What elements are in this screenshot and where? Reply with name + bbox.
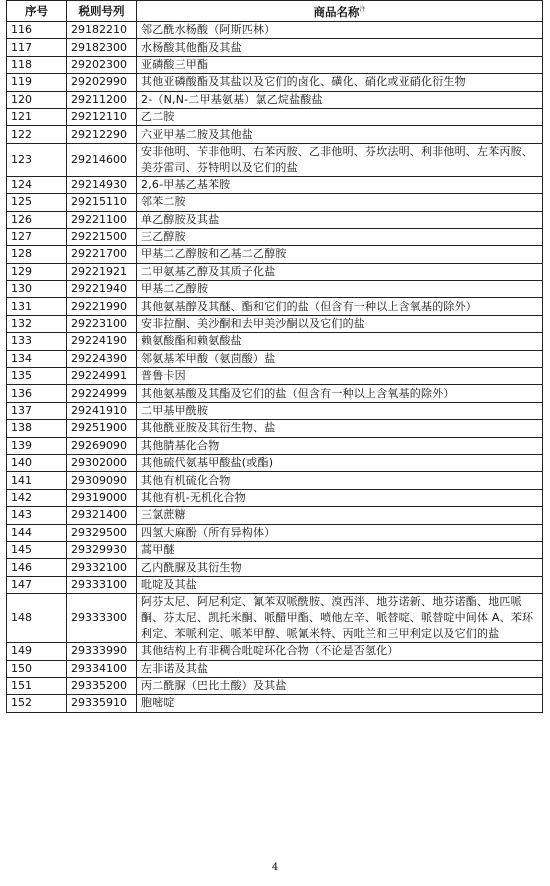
table-row	[7, 454, 543, 471]
row-tariff-code: 29221500	[67, 228, 137, 245]
table-row	[7, 56, 543, 73]
row-tariff-code: 29224390	[67, 350, 137, 367]
row-tariff-code: 29309090	[67, 472, 137, 489]
table-row	[7, 228, 543, 245]
row-serial-number: 139	[7, 437, 67, 454]
table-row	[7, 74, 543, 91]
table-header-row	[7, 1, 543, 22]
row-tariff-code: 29332100	[67, 559, 137, 576]
table-row	[7, 643, 543, 660]
row-product-name: 三氯蔗糖	[137, 507, 543, 524]
row-serial-number: 146	[7, 559, 67, 576]
row-product-name: 甲基二乙醇胺	[137, 281, 543, 298]
table-row	[7, 576, 543, 593]
row-product-name: 亚磷酸三甲酯	[137, 56, 543, 73]
row-tariff-code: 29214930	[67, 176, 137, 193]
row-product-name: 其他氨基酸及其酯及它们的盐（但含有一种以上含氧基的除外）	[137, 385, 543, 402]
row-product-name: 2-（N,N-二甲基氨基）氯乙烷盐酸盐	[137, 91, 543, 108]
row-product-name: 蒿甲醚	[137, 541, 543, 558]
table-row	[7, 281, 543, 298]
row-serial-number: 118	[7, 56, 67, 73]
table-row	[7, 108, 543, 125]
row-tariff-code: 29224991	[67, 368, 137, 385]
table-row	[7, 211, 543, 228]
row-serial-number: 123	[7, 143, 67, 176]
row-product-name: 其他有机-无机化合物	[137, 489, 543, 506]
row-product-name: 三乙醇胺	[137, 228, 543, 245]
header-product-name-label: 商品名称	[313, 4, 360, 19]
row-serial-number: 147	[7, 576, 67, 593]
row-tariff-code: 29202300	[67, 56, 137, 73]
tariff-table	[6, 0, 543, 713]
row-product-name: 其他有机硫化合物	[137, 472, 543, 489]
row-serial-number: 152	[7, 695, 67, 712]
row-serial-number: 126	[7, 211, 67, 228]
row-serial-number: 138	[7, 420, 67, 437]
row-serial-number: 135	[7, 368, 67, 385]
row-product-name: 赖氨酸酯和赖氨酸盐	[137, 333, 543, 350]
row-product-name: 邻氨基苯甲酸（氨茴酸）盐	[137, 350, 543, 367]
row-tariff-code: 29214600	[67, 143, 137, 176]
row-serial-number: 141	[7, 472, 67, 489]
row-product-name: 阿芬太尼、阿尼利定、氰苯双哌酰胺、溴西泮、地芬诺新、地芬诺酯、地匹哌酮、芬太尼、凯托米酮、哌醋甲酯、喷他左辛、哌替啶、哌替啶中间体 A、苯环利定、苯哌利定、哌苯甲醇、哌氰米特、丙吡兰和三甲利定以及它们的盐	[137, 594, 543, 643]
row-tariff-code: 29215110	[67, 194, 137, 211]
row-tariff-code: 29224999	[67, 385, 137, 402]
row-product-name: 其他氨基醇及其醚、酯和它们的盐（但含有一种以上含氧基的除外）	[137, 298, 543, 315]
table-row	[7, 489, 543, 506]
row-product-name: 普鲁卡因	[137, 368, 543, 385]
table-row	[7, 22, 543, 39]
table-row	[7, 541, 543, 558]
row-product-name: 单乙醇胺及其盐	[137, 211, 543, 228]
table-row	[7, 368, 543, 385]
row-product-name: 吡啶及其盐	[137, 576, 543, 593]
table-row	[7, 333, 543, 350]
row-product-name: 乙二胺	[137, 108, 543, 125]
row-product-name: 二甲基甲酰胺	[137, 402, 543, 419]
row-tariff-code: 29182300	[67, 39, 137, 56]
table-row	[7, 176, 543, 193]
row-serial-number: 134	[7, 350, 67, 367]
row-serial-number: 128	[7, 246, 67, 263]
table-row	[7, 695, 543, 712]
row-serial-number: 149	[7, 643, 67, 660]
row-product-name: 乙内酰脲及其衍生物	[137, 559, 543, 576]
table-row	[7, 350, 543, 367]
row-tariff-code: 29329500	[67, 524, 137, 541]
row-product-name: 丙二酰脲（巴比土酸）及其盐	[137, 677, 543, 694]
row-tariff-code: 29333300	[67, 594, 137, 643]
table-row	[7, 472, 543, 489]
page-number: 4	[271, 862, 279, 873]
row-product-name: 邻乙酰水杨酸（阿斯匹林）	[137, 22, 543, 39]
row-tariff-code: 29335910	[67, 695, 137, 712]
row-product-name: 左非诺及其盐	[137, 660, 543, 677]
row-tariff-code: 29221990	[67, 298, 137, 315]
table-row	[7, 420, 543, 437]
row-tariff-code: 29335200	[67, 677, 137, 694]
table-row	[7, 402, 543, 419]
row-serial-number: 133	[7, 333, 67, 350]
table-row	[7, 559, 543, 576]
table-row	[7, 507, 543, 524]
row-serial-number: 125	[7, 194, 67, 211]
row-serial-number: 127	[7, 228, 67, 245]
row-serial-number: 131	[7, 298, 67, 315]
table-row	[7, 143, 543, 176]
row-serial-number: 117	[7, 39, 67, 56]
row-product-name: 其他腈基化合物	[137, 437, 543, 454]
row-tariff-code: 29241910	[67, 402, 137, 419]
row-tariff-code: 29333990	[67, 643, 137, 660]
row-tariff-code: 29182210	[67, 22, 137, 39]
table-row	[7, 298, 543, 315]
row-tariff-code: 29321400	[67, 507, 137, 524]
row-tariff-code: 29212110	[67, 108, 137, 125]
row-tariff-code: 29221700	[67, 246, 137, 263]
row-product-name: 甲基二乙醇胺和乙基二乙醇胺	[137, 246, 543, 263]
table-row	[7, 194, 543, 211]
row-product-name: 其他酰亚胺及其衍生物、盐	[137, 420, 543, 437]
row-serial-number: 124	[7, 176, 67, 193]
row-serial-number: 142	[7, 489, 67, 506]
row-tariff-code: 29251900	[67, 420, 137, 437]
row-tariff-code: 29221921	[67, 263, 137, 280]
row-tariff-code: 29329930	[67, 541, 137, 558]
row-tariff-code: 29319000	[67, 489, 137, 506]
row-tariff-code: 29334100	[67, 660, 137, 677]
header-tariff-code: 税则号列	[67, 1, 137, 22]
table-row	[7, 263, 543, 280]
row-product-name: 其他结构上有非稠合吡啶环化合物（不论是否氢化）	[137, 643, 543, 660]
table-row	[7, 126, 543, 143]
row-product-name: 其他亚磷酸酯及其盐以及它们的卤化、磺化、硝化或亚硝化衍生物	[137, 74, 543, 91]
table-row	[7, 660, 543, 677]
row-serial-number: 144	[7, 524, 67, 541]
row-tariff-code: 29202990	[67, 74, 137, 91]
row-product-name: 胞嘧啶	[137, 695, 543, 712]
row-tariff-code: 29224190	[67, 333, 137, 350]
table-body	[7, 22, 543, 713]
row-serial-number: 140	[7, 454, 67, 471]
row-product-name: 水杨酸其他酯及其盐	[137, 39, 543, 56]
row-serial-number: 150	[7, 660, 67, 677]
row-serial-number: 130	[7, 281, 67, 298]
row-product-name: 其他硫代氨基甲酸盐(或酯)	[137, 454, 543, 471]
row-serial-number: 122	[7, 126, 67, 143]
table-row	[7, 677, 543, 694]
table-row	[7, 524, 543, 541]
row-serial-number: 129	[7, 263, 67, 280]
row-serial-number: 137	[7, 402, 67, 419]
header-note-marker: 注	[359, 6, 366, 14]
row-serial-number: 151	[7, 677, 67, 694]
table-row	[7, 246, 543, 263]
row-tariff-code: 29221940	[67, 281, 137, 298]
table-row	[7, 315, 543, 332]
row-tariff-code: 29333100	[67, 576, 137, 593]
table-row	[7, 594, 543, 643]
row-product-name: 二甲氨基乙醇及其质子化盐	[137, 263, 543, 280]
table-row	[7, 385, 543, 402]
row-serial-number: 132	[7, 315, 67, 332]
row-product-name: 四氢大麻酚（所有异构体）	[137, 524, 543, 541]
row-tariff-code: 29221100	[67, 211, 137, 228]
row-product-name: 2,6-甲基乙基苯胺	[137, 176, 543, 193]
row-serial-number: 121	[7, 108, 67, 125]
table-row	[7, 437, 543, 454]
row-tariff-code: 29302000	[67, 454, 137, 471]
row-tariff-code: 29211200	[67, 91, 137, 108]
header-product-name	[137, 1, 543, 22]
row-tariff-code: 29269090	[67, 437, 137, 454]
row-serial-number: 119	[7, 74, 67, 91]
row-product-name: 安非他明、苄非他明、右苯丙胺、乙非他明、芬坎法明、利非他明、左苯丙胺、美芬雷司、芬特明以及它们的盐	[137, 143, 543, 176]
table-row	[7, 91, 543, 108]
row-serial-number: 120	[7, 91, 67, 108]
header-serial-number: 序号	[7, 1, 67, 22]
row-serial-number: 116	[7, 22, 67, 39]
row-serial-number: 143	[7, 507, 67, 524]
row-product-name: 邻苯二胺	[137, 194, 543, 211]
table-row	[7, 39, 543, 56]
row-tariff-code: 29223100	[67, 315, 137, 332]
row-serial-number: 145	[7, 541, 67, 558]
row-product-name: 安非拉酮、美沙酮和去甲美沙酮以及它们的盐	[137, 315, 543, 332]
row-tariff-code: 29212290	[67, 126, 137, 143]
row-serial-number: 136	[7, 385, 67, 402]
row-product-name: 六亚甲基二胺及其他盐	[137, 126, 543, 143]
row-serial-number: 148	[7, 594, 67, 643]
